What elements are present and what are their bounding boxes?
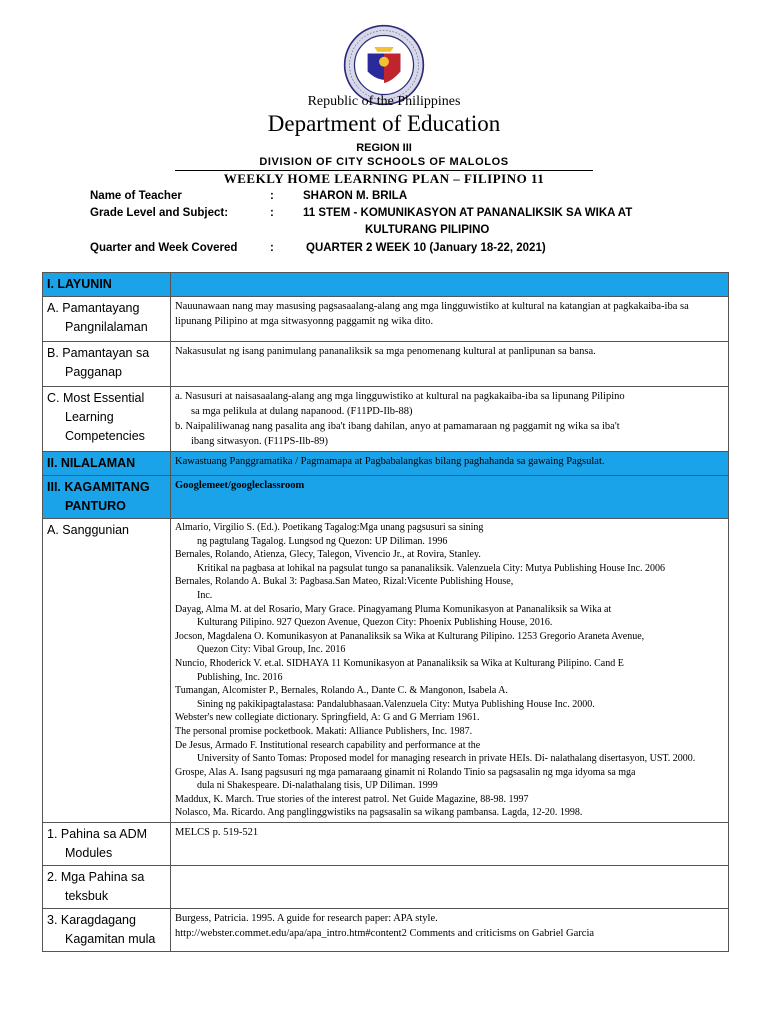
teksbuk-label <box>43 866 171 909</box>
melc-a-line2: sa mga pelikula at dulang napanood. (F11PD-Ilb-88) <box>191 406 413 417</box>
pagganap-value: Nakasusulat ng isang panimulang pananaliksik sa mga penomenang kultural at panlipunan sa bansa. <box>171 342 729 387</box>
table-row-melc <box>43 387 729 452</box>
reference-main: Almario, Virgilio S. (Ed.). Poetikang Tagalog:Mga unang pagsusuri sa sining <box>175 522 484 533</box>
table-row-sanggunian <box>43 519 729 823</box>
table-row-pagganap <box>43 342 729 387</box>
reference-continuation: ng pagtulang Tagalog. Lungsod ng Quezon: UP Diliman. 1996 <box>197 535 448 547</box>
reference-continuation: University of Santo Tomas: Proposed model for managing research in private HEIs. Di- nalathalang disertasyon, UST. 2000. <box>197 753 696 765</box>
sanggunian-label: A. Sanggunian <box>43 519 171 823</box>
learning-plan-table <box>42 272 729 952</box>
pagganap-label <box>43 342 171 387</box>
division-text: DIVISION OF CITY SCHOOLS OF MALOLOS <box>259 156 509 168</box>
melc-label-line3: Competencies <box>65 429 145 443</box>
adm-label-line1: 1. Pahina sa ADM <box>47 827 148 842</box>
table-row-adm <box>43 823 729 866</box>
pagganap-label-line2: Pagganap <box>65 365 123 379</box>
republic-text: Republic of the Philippines <box>307 94 461 109</box>
grade-colon: : <box>270 207 274 219</box>
karagdagang-value-line2[interactable]: http://webster.commet.edu/apa/apa_intro.htm#content2 Comments and criticisms on Gabriel Garcia <box>175 928 595 940</box>
teacher-value: SHARON M. BRILA <box>303 190 408 202</box>
reference-main: Nuncio, Rhoderick V. et.al. SIDHAYA 11 Komunikasyon at Pananaliksik sa Wika at Kulturang Pilipino. Cand E <box>175 657 624 669</box>
reference-continuation: Inc. <box>197 589 213 601</box>
pagganap-label-line1: B. Pamantayan sa <box>47 346 150 360</box>
reference-main: Dayag, Alma M. at del Rosario, Mary Grace. Pinagyamang Pluma Komunikasyon at Pananaliksik sa Wika at <box>175 603 612 615</box>
karagdagang-label-line2: Kagamitan mula <box>65 932 156 947</box>
reference-item <box>175 739 724 766</box>
reference-list <box>175 521 724 820</box>
teksbuk-label-line2: teksbuk <box>65 889 109 904</box>
adm-label-line2: Modules <box>65 846 113 861</box>
teksbuk-label-line1: 2. Mga Pahina sa <box>47 870 145 885</box>
melc-a-line1: a. Nasusuri at naisasaalang-alang ang mga lingguwistiko at kultural na pagkakaiba-iba sa lipunang Pilipino <box>175 391 625 402</box>
reference-main: Jocson, Magdalena O. Komunikasyon at Pananaliksik sa Wika at Kulturang Pilipino. 1253 Gregorio Araneta Avenue, <box>175 630 645 642</box>
quarter-value: QUARTER 2 WEEK 10 (January 18-22, 2021) <box>306 242 546 254</box>
reference-item <box>175 575 724 602</box>
melc-label-line1: C. Most Essential <box>47 391 145 405</box>
kagamitan-label-line2: PANTURO <box>65 499 126 513</box>
reference-main: Maddux, K. March. True stories of the interest patrol. Net Guide Magazine, 88-98. 1997 <box>175 793 529 805</box>
reference-main: Grospe, Alas A. Isang pagsusuri ng mga pamaraang ginamit ni Rolando Tinio sa pagsasalin ng mga idyoma sa mga <box>175 766 636 778</box>
reference-main: The personal promise pocketbook. Makati: Alliance Publishers, Inc. 1987. <box>175 725 473 737</box>
kagamitan-label <box>43 476 171 519</box>
adm-label <box>43 823 171 866</box>
pamantayang-label <box>43 297 171 342</box>
karagdagang-value <box>171 909 729 952</box>
table-row-teksbuk <box>43 866 729 909</box>
sanggunian-value <box>171 519 729 823</box>
pamantayang-label-line1: A. Pamantayang <box>47 301 140 315</box>
reference-main: Tumangan, Alcomister P., Bernales, Rolando A., Dante C. & Mangonon, Isabela A. <box>175 685 508 697</box>
melc-b-line1: b. Naipaliliwanag nang pasalita ang iba't ibang dahilan, anyo at pamamaraan ng paggamit ng wika sa iba't <box>175 421 620 432</box>
table-row-layunin <box>43 273 729 297</box>
layunin-value <box>171 273 729 297</box>
layunin-label: I. LAYUNIN <box>43 273 171 297</box>
reference-continuation: Quezon City: Vibal Group, Inc. 2016 <box>197 644 346 656</box>
table-row-nilalaman <box>43 452 729 476</box>
reference-item <box>175 630 724 657</box>
kagamitan-value: Googlemeet/googleclassroom <box>171 476 729 519</box>
grade-value-line1: 11 STEM - KOMUNIKASYON AT PANANALIKSIK SA WIKA AT <box>303 207 633 219</box>
reference-continuation: Publishing, Inc. 2016 <box>197 671 283 683</box>
reference-continuation: Sining ng pakikipagtalastasa: Pandalubhasaan.Valenzuela City: Mutya Publishing House Inc. 2000. <box>197 698 595 710</box>
reference-main: Bernales, Rolando, Atienza, Glecy, Talegon, Vivencio Jr., at Rovira, Stanley. <box>175 549 481 561</box>
reference-item <box>175 806 724 820</box>
adm-value: MELCS p. 519-521 <box>171 823 729 866</box>
teacher-colon: : <box>270 190 274 202</box>
melc-label <box>43 387 171 452</box>
reference-item <box>175 521 724 548</box>
karagdagang-label <box>43 909 171 952</box>
reference-item <box>175 725 724 739</box>
karagdagang-value-line1: Burgess, Patricia. 1995. A guide for research paper: APA style. <box>175 913 438 925</box>
reference-main: De Jesus, Armado F. Institutional research capability and performance at the <box>175 739 481 751</box>
nilalaman-label: II. NILALAMAN <box>43 452 171 476</box>
reference-item <box>175 548 724 575</box>
reference-item <box>175 766 724 793</box>
reference-item <box>175 657 724 684</box>
reference-continuation: Kritikal na pagbasa at lohikal na pagsulat tungo sa pananaliksik. Valenzuela City: Mutya Publishing House Inc. 2006 <box>197 562 666 574</box>
grade-label: Grade Level and Subject: <box>90 207 229 219</box>
melc-b-line2: ibang sitwasyon. (F11PS-Ilb-89) <box>191 436 328 447</box>
grade-value-line2: KULTURANG PILIPINO <box>365 224 490 236</box>
quarter-label: Quarter and Week Covered <box>90 242 238 254</box>
reference-main: Nolasco, Ma. Ricardo. Ang panglinggwistiks na pagsasalin sa wikang pambansa. Lagda, 12-20. 1998. <box>175 807 583 819</box>
kagamitan-label-line1: III. KAGAMITANG <box>47 480 150 494</box>
reference-main: Bernales, Rolando A. Bukal 3: Pagbasa.San Mateo, Rizal:Vicente Publishing House, <box>175 576 514 588</box>
teksbuk-value <box>171 866 729 909</box>
quarter-colon: : <box>270 242 274 254</box>
karagdagang-label-line1: 3. Karagdagang <box>47 913 136 928</box>
teacher-label: Name of Teacher <box>90 190 182 202</box>
reference-item <box>175 684 724 711</box>
reference-continuation: Kulturang Pilipino. 927 Quezon Avenue, Quezon City: Phoenix Publishing House, 2016. <box>197 617 553 629</box>
table-row-karagdagang <box>43 909 729 952</box>
melc-value <box>171 387 729 452</box>
table-row-pamantayang <box>43 297 729 342</box>
pamantayang-label-line2: Pangnilalaman <box>65 320 148 334</box>
plan-title: WEEKLY HOME LEARNING PLAN – FILIPINO 11 <box>223 171 545 186</box>
reference-item <box>175 603 724 630</box>
reference-main: Webster's new collegiate dictionary. Springfield, A: G and G Merriam 1961. <box>175 712 480 724</box>
reference-continuation: dula ni Shakespeare. Di-nalathalang tisis, UP Diliman. 1999 <box>197 780 438 792</box>
reference-item <box>175 793 724 807</box>
melc-label-line2: Learning <box>65 410 114 424</box>
pamantayang-value: Nauunawaan nang may masusing pagsasaalang-alang ang mga lingguwistiko at kultural na katangian at pagkakaiba-iba sa lipunang Pilipino at mga sitwasyonng paggamit ng wika dito. <box>171 297 729 342</box>
table-row-kagamitan <box>43 476 729 519</box>
reference-item <box>175 711 724 725</box>
nilalaman-value: Kawastuang Panggramatika / Pagmamapa at Pagbabalangkas bilang paghahanda sa gawaing Pagsulat. <box>171 452 729 476</box>
department-title: Department of Education <box>267 111 501 136</box>
region-text: REGION III <box>356 142 412 154</box>
